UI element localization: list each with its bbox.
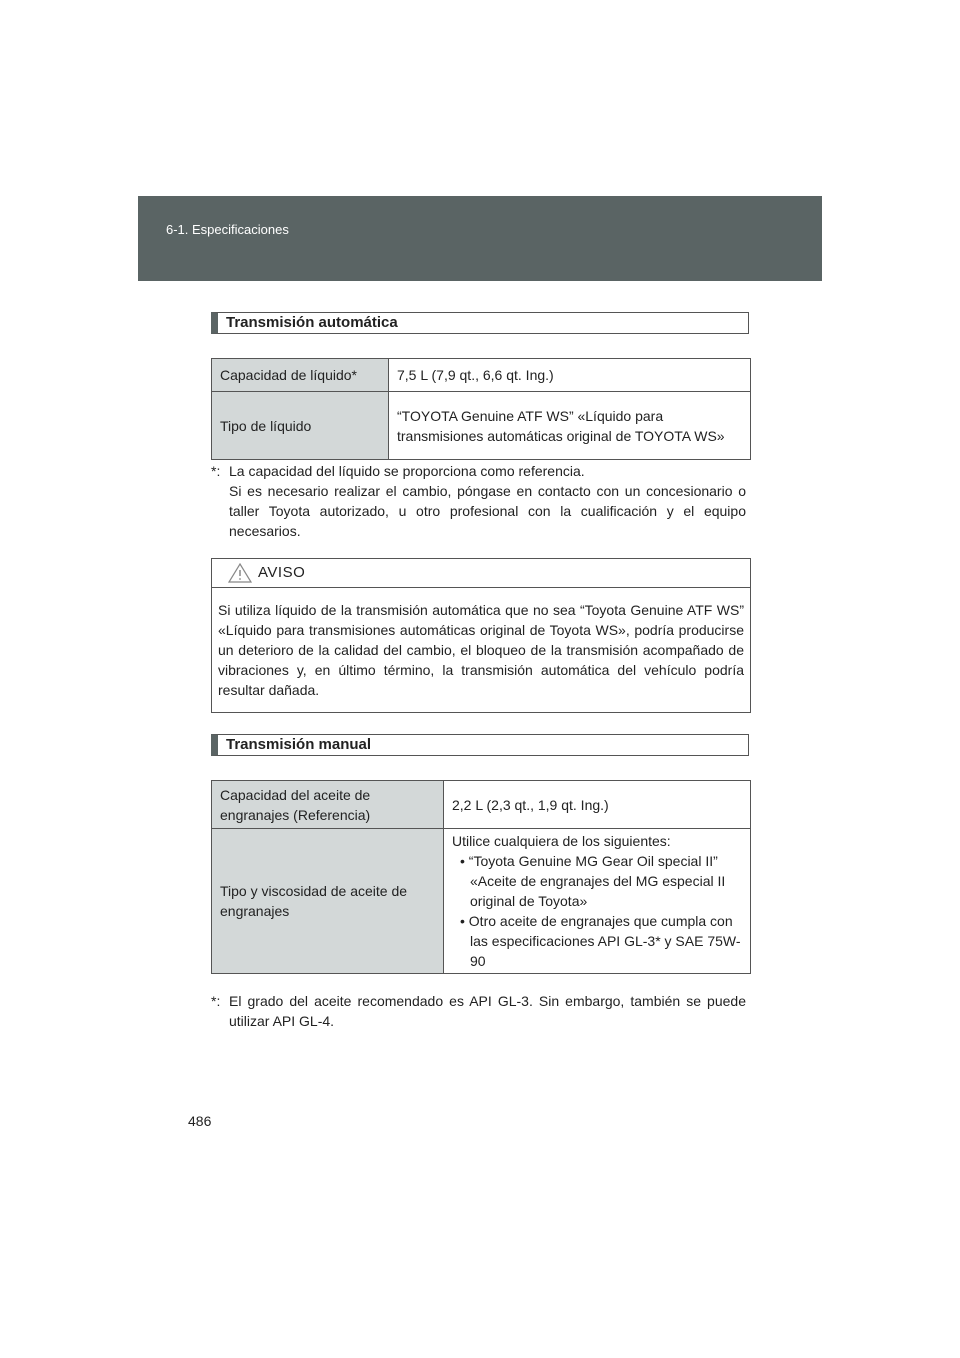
gear-oil-capacity-value: 2,2 L (2,3 qt., 1,9 qt. Ing.) bbox=[444, 781, 751, 829]
fluid-type-value: “TOYOTA Genuine ATF WS” «Líquido para transmisiones automáticas original de TOYOTA WS» bbox=[389, 392, 751, 460]
gear-oil-capacity-label: Capacidad del aceite de engranajes (Referencia) bbox=[212, 781, 444, 829]
footnote-line-1: La capacidad del líquido se proporciona como referencia. bbox=[229, 463, 585, 479]
table-row bbox=[212, 781, 751, 829]
page-number: 486 bbox=[188, 1113, 212, 1129]
breadcrumb: 6-1. Especificaciones bbox=[166, 222, 289, 237]
list-item: • Otro aceite de engranajes que cumpla con las especificaciones API GL-3* y SAE 75W-90 bbox=[460, 913, 741, 969]
fluid-type-label: Tipo de líquido bbox=[212, 392, 389, 460]
fluid-capacity-label: Capacidad de líquido* bbox=[212, 359, 389, 392]
manual-spec-table bbox=[211, 780, 751, 974]
warning-title: AVISO bbox=[258, 564, 306, 581]
header-band bbox=[138, 196, 822, 281]
automatic-spec-table bbox=[211, 358, 751, 460]
warning-text: Si utiliza líquido de la transmisión automática que no sea “Toyota Genuine ATF WS” «Líquido para transmisiones automáticas original de Toyota WS», podría producirse un deterioro de la calidad del cambio, el bloqueo de la transmisión acompañado de vibraciones y, en último término, la transmisión automática del vehículo podría resultar dañada. bbox=[218, 602, 744, 698]
table-row bbox=[212, 359, 751, 392]
gear-oil-intro: Utilice cualquiera de los siguientes: bbox=[452, 833, 671, 849]
list-item: • “Toyota Genuine MG Gear Oil special II” «Aceite de engranajes del MG especial II original de Toyota» bbox=[460, 853, 726, 909]
warning-box bbox=[211, 558, 751, 713]
warning-triangle-icon bbox=[228, 563, 252, 588]
manual-footnote bbox=[211, 991, 746, 1031]
footnote-mark: *: bbox=[211, 463, 221, 479]
manual-transmission-title: Transmisión manual bbox=[211, 734, 749, 756]
footnote-line-2: Si es necesario realizar el cambio, póngase en contacto con un concesionario o taller Toyota autorizado, u otro profesional con la cualificación y el equipo necesarios. bbox=[229, 483, 746, 539]
footnote-text: El grado del aceite recomendado es API GL-3. Sin embargo, también se puede utilizar API GL-4. bbox=[229, 993, 746, 1029]
footnote-mark: *: bbox=[211, 993, 221, 1009]
gear-oil-options bbox=[452, 851, 742, 971]
gear-oil-type-value bbox=[444, 829, 751, 974]
table-row bbox=[212, 392, 751, 460]
automatic-transmission-title: Transmisión automática bbox=[211, 312, 749, 334]
table-row bbox=[212, 829, 751, 974]
warning-header bbox=[212, 559, 750, 588]
gear-oil-type-label: Tipo y viscosidad de aceite de engranajes bbox=[212, 829, 444, 974]
automatic-footnote bbox=[211, 461, 746, 541]
fluid-capacity-value: 7,5 L (7,9 qt., 6,6 qt. Ing.) bbox=[389, 359, 751, 392]
